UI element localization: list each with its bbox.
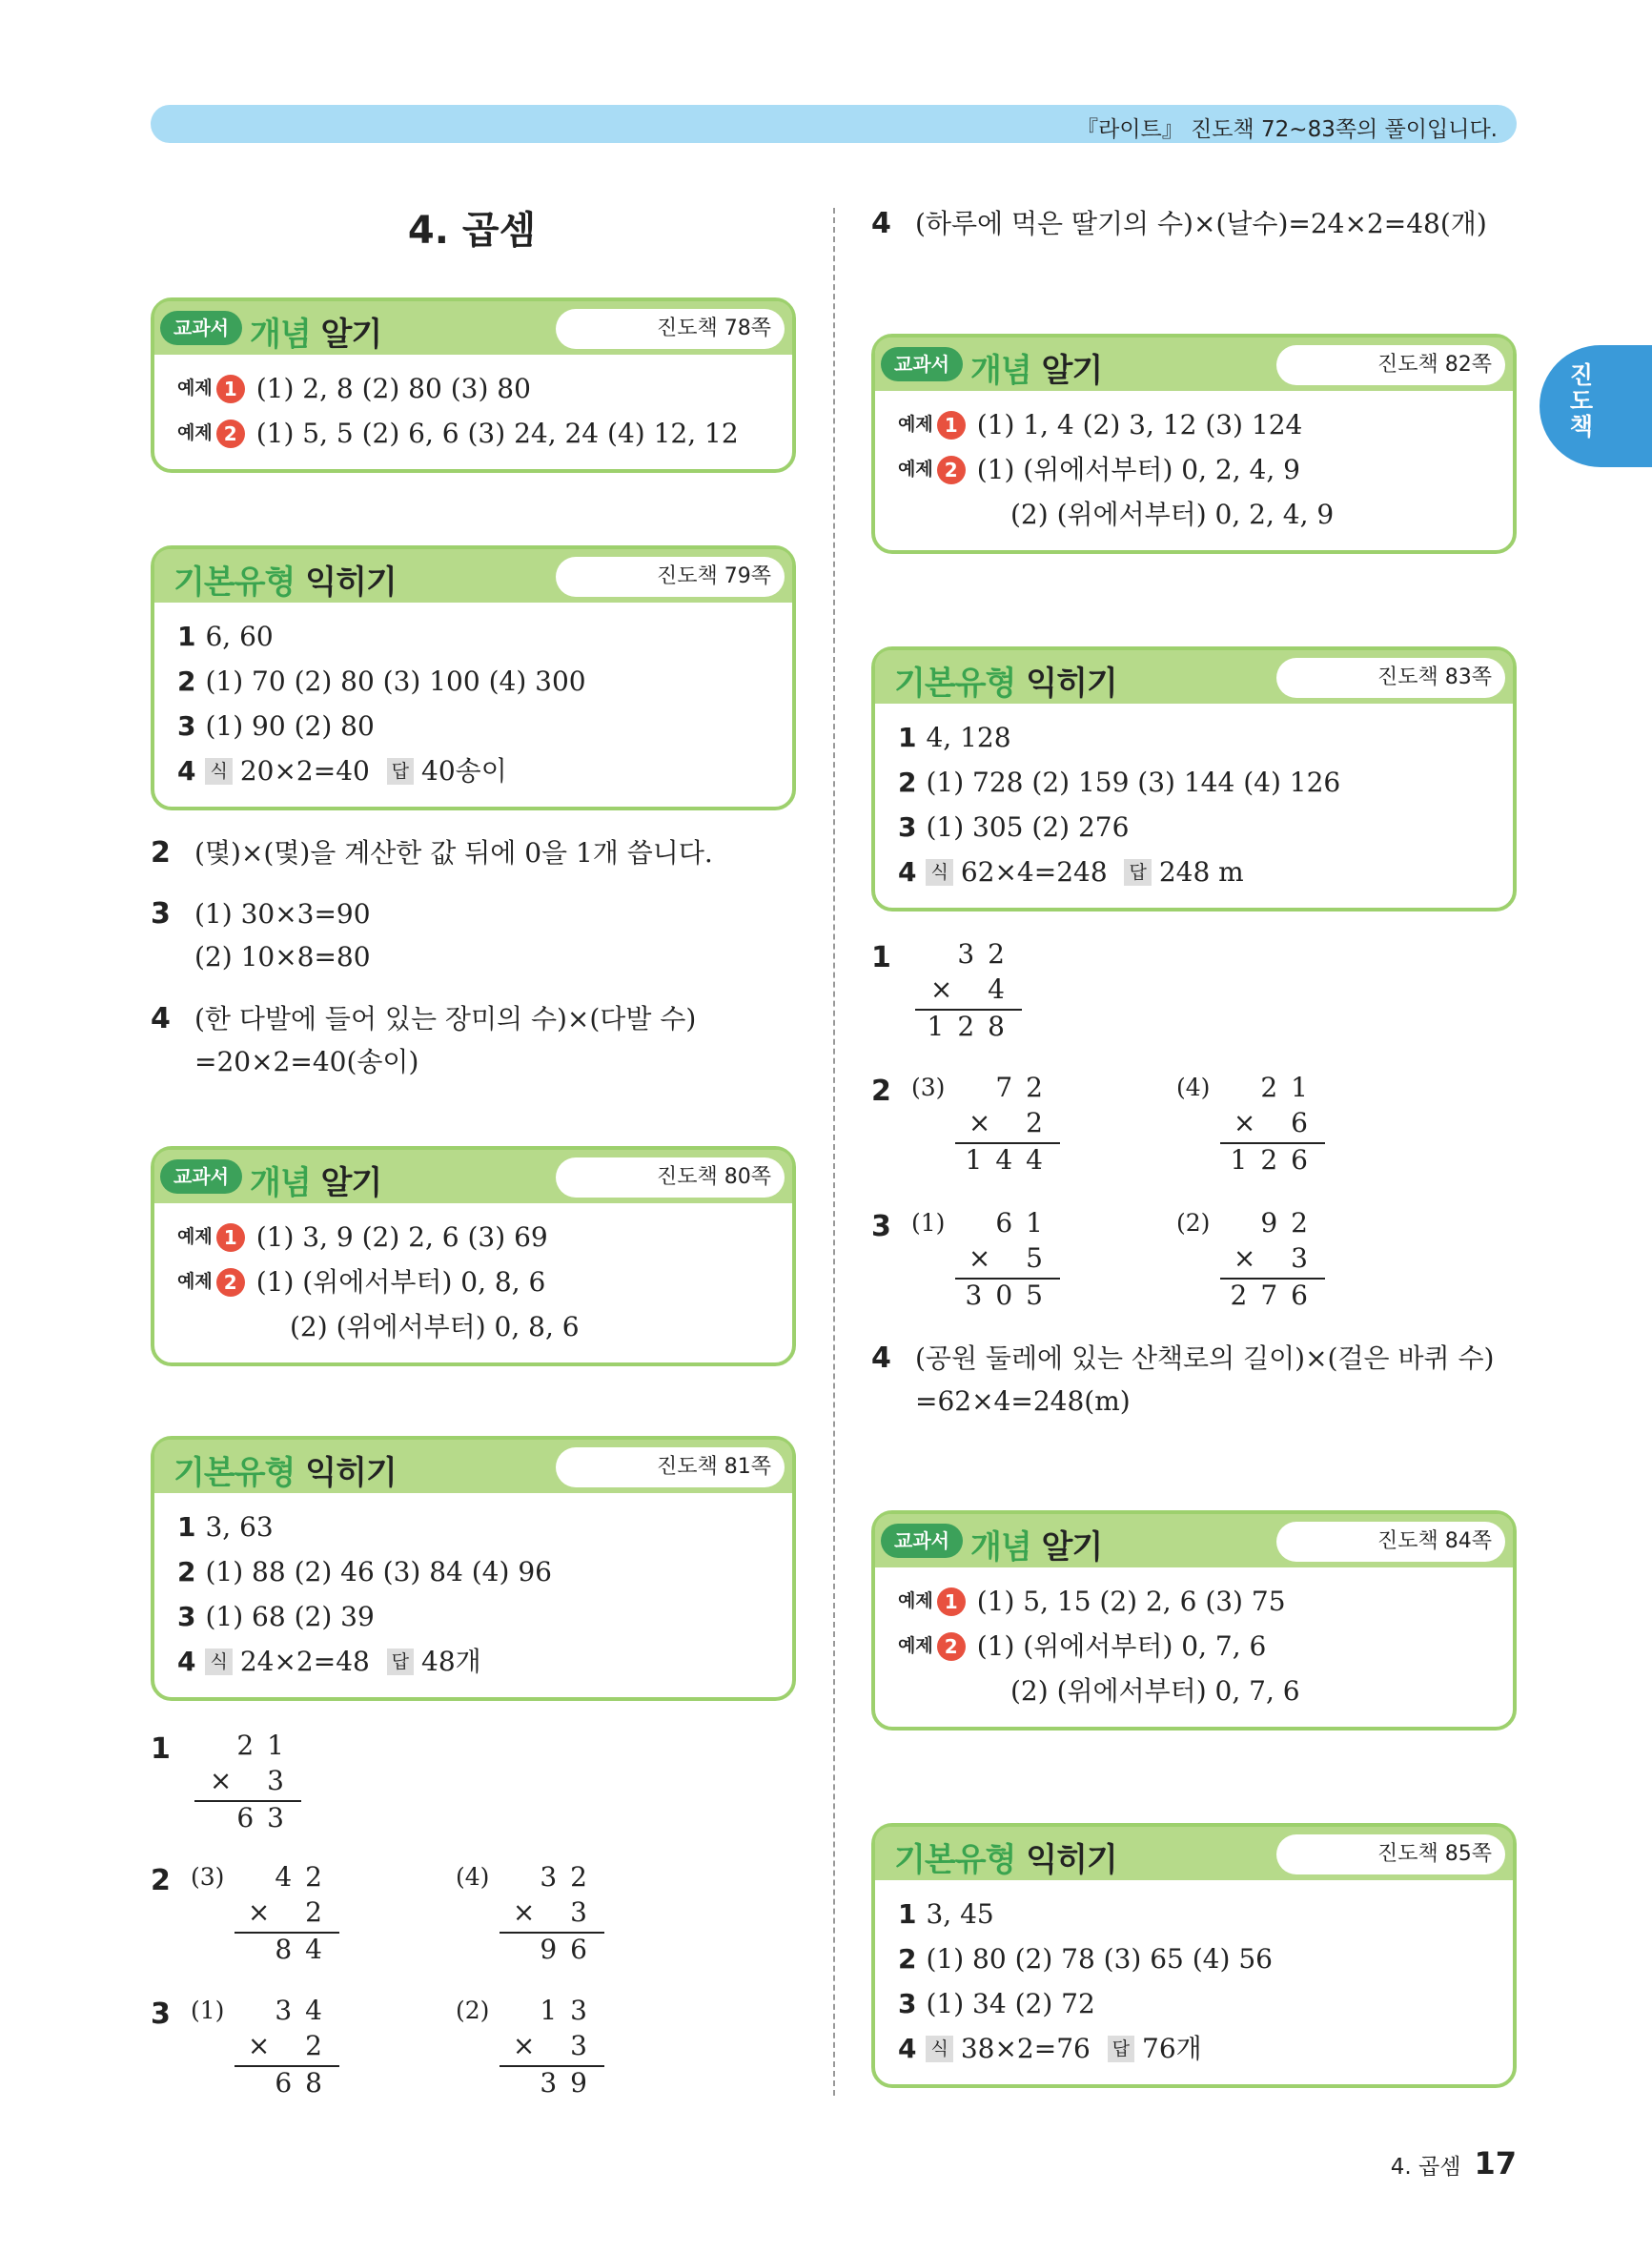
solution-82-4: 4 (하루에 먹은 딸기의 수)×(날수)=24×2=48(개) [871,207,1487,240]
basic-box-81: 기본유형 익히기 진도책 81쪽 1 3, 63 2 (1) 88 (2) 46 (3) 84 (4) 96 3 (1) 68 (2) 39 4 식 24×2=48 답 48개 [151,1436,796,1701]
side-tab[interactable]: 진도책 [1540,345,1652,467]
concept-box-84: 교과서 개념 알기 진도책 84쪽 예제 1 (1) 5, 15 (2) 2, 6 (3) 75 예제 2 (1) (위에서부터) 0, 7, 6 (2) (위에서부터) 0, 7, 6 [871,1510,1517,1731]
page-ref: 진도책 83쪽 [1276,658,1505,698]
box-title: 개념 알기 [970,1528,1103,1567]
page-ref: 진도책 78쪽 [556,309,785,349]
box-title: 기본유형 익히기 [894,1841,1117,1879]
page-ref: 진도책 79쪽 [556,557,785,597]
box-title: 기본유형 익히기 [894,665,1117,703]
page-footer [1391,2145,1517,2181]
footer-chapter: 4. 곱셈 [1390,2155,1461,2180]
basic-box-79: 기본유형 익히기 진도책 79쪽 1 6, 60 2 (1) 70 (2) 80 (3) 100 (4) 300 3 (1) 90 (2) 80 4 식 20×2=40 답 40송이 [151,545,796,810]
page-number: 17 [1474,2145,1517,2181]
header-banner [151,105,1517,143]
mult-81-2-4: (4) 32 × 3 96 [456,1859,608,1974]
concept-box-80: 교과서 개념 알기 진도책 80쪽 예제 1 (1) 3, 9 (2) 2, 6 (3) 69 예제 2 (1) (위에서부터) 0, 8, 6 (2) (위에서부터) 0, 8, 6 [151,1146,796,1366]
page-ref: 진도책 80쪽 [556,1157,785,1198]
textbook-badge: 교과서 [881,1524,963,1558]
mult-81-1: 21 × 3 63 [191,1728,305,1842]
page-ref: 진도책 81쪽 [556,1447,785,1487]
concept-box-78: 교과서 개념 알기 진도책 78쪽 예제 1 (1) 2, 8 (2) 80 (3) 80 예제 2 (1) 5, 5 (2) 6, 6 (3) 24, 24 (4) 12, 12 [151,297,796,473]
box-title: 기본유형 익히기 [173,1454,397,1492]
textbook-badge: 교과서 [881,347,963,381]
mult-83-1: 32 × 4 128 [911,936,1026,1051]
box-title: 개념 알기 [250,316,382,354]
mult-83-2-4: (4) 21 × 6 126 [1176,1070,1329,1184]
textbook-badge: 교과서 [160,1159,242,1194]
page-ref: 진도책 84쪽 [1276,1522,1505,1562]
solution-83-4: 4 (공원 둘레에 있는 산책로의 길이)×(걸은 바퀴 수) =62×4=248(m) [871,1342,1495,1417]
mult-81-3-1: (1) 34 × 2 68 [191,1993,343,2107]
example-1-answer: (1) 2, 8 (2) 80 (3) 80 [255,373,531,404]
mult-83-3-2: (2) 92 × 3 276 [1176,1205,1329,1320]
mult-83-2-3: (3) 72 × 2 144 [911,1070,1064,1184]
column-divider [833,208,835,2096]
solution-79-2: 2 (몇)×(몇)을 계산한 값 뒤에 0을 1개 씁니다. [151,836,713,870]
mult-81-2-3: (3) 42 × 2 84 [191,1859,343,1974]
basic-box-83: 기본유형 익히기 진도책 83쪽 1 4, 128 2 (1) 728 (2) 159 (3) 144 (4) 126 3 (1) 305 (2) 276 4 식 62×4=248 답 248 m [871,646,1517,911]
mult-81-3-2: (2) 13 × 3 39 [456,1993,608,2107]
box-title: 개념 알기 [970,352,1103,390]
solution-79-3: 3 (1) 30×3=90 (2) 10×8=80 [151,897,371,973]
banner-text: 『라이트』 진도책 72~83쪽의 풀이입니다. [1076,117,1498,142]
box-title: 개념 알기 [250,1164,382,1202]
page-ref: 진도책 85쪽 [1276,1834,1505,1874]
concept-box-82: 교과서 개념 알기 진도책 82쪽 예제 1 (1) 1, 4 (2) 3, 12 (3) 124 예제 2 (1) (위에서부터) 0, 2, 4, 9 (2) (위에서부터) 0, 2, 4, 9 [871,334,1517,554]
box-title: 기본유형 익히기 [173,563,397,602]
solution-79-4: 4 (한 다발에 들어 있는 장미의 수)×(다발 수) =20×2=40(송이) [151,1002,697,1077]
page-ref: 진도책 82쪽 [1276,345,1505,385]
mult-83-3-1: (1) 61 × 5 305 [911,1205,1064,1320]
example-2-answer: (1) 5, 5 (2) 6, 6 (3) 24, 24 (4) 12, 12 [255,418,739,449]
chapter-title: 4. 곱셈 [407,209,537,253]
basic-box-85: 기본유형 익히기 진도책 85쪽 1 3, 45 2 (1) 80 (2) 78 (3) 65 (4) 56 3 (1) 34 (2) 72 4 식 38×2=76 답 76개 [871,1823,1517,2088]
textbook-badge: 교과서 [160,311,242,345]
